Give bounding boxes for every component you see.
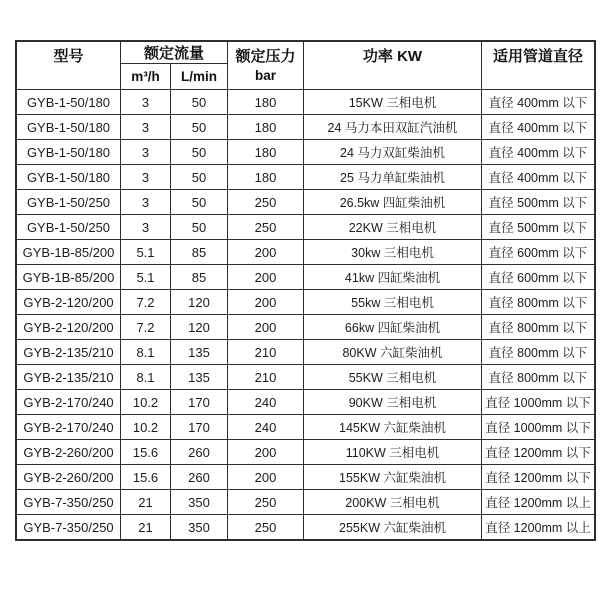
pressure-label: 额定压力 xyxy=(235,48,296,65)
cell-diameter: 直径 500mm 以下 xyxy=(482,215,596,240)
cell-model: GYB-2-260/200 xyxy=(16,465,121,490)
cell-diameter: 直径 1200mm 以下 xyxy=(482,440,596,465)
cell-model: GYB-2-260/200 xyxy=(16,440,121,465)
cell-power: 30kw 三相电机 xyxy=(304,240,482,265)
cell-power: 110KW 三相电机 xyxy=(304,440,482,465)
cell-bar: 210 xyxy=(228,340,304,365)
table-row xyxy=(16,90,595,115)
cell-m3h: 3 xyxy=(121,215,171,240)
cell-bar: 210 xyxy=(228,365,304,390)
table-row xyxy=(16,340,595,365)
cell-m3h: 15.6 xyxy=(121,440,171,465)
cell-m3h: 8.1 xyxy=(121,365,171,390)
cell-lmin: 50 xyxy=(171,140,228,165)
cell-bar: 250 xyxy=(228,515,304,541)
cell-diameter: 直径 600mm 以下 xyxy=(482,265,596,290)
cell-model: GYB-2-170/240 xyxy=(16,415,121,440)
cell-lmin: 50 xyxy=(171,90,228,115)
cell-m3h: 3 xyxy=(121,165,171,190)
cell-lmin: 50 xyxy=(171,165,228,190)
cell-model: GYB-2-120/200 xyxy=(16,290,121,315)
table-row xyxy=(16,140,595,165)
cell-lmin: 50 xyxy=(171,190,228,215)
cell-model: GYB-1-50/250 xyxy=(16,215,121,240)
cell-power: 66kw 四缸柴油机 xyxy=(304,315,482,340)
cell-diameter: 直径 800mm 以下 xyxy=(482,340,596,365)
cell-power: 255KW 六缸柴油机 xyxy=(304,515,482,541)
cell-diameter: 直径 1200mm 以下 xyxy=(482,465,596,490)
cell-diameter: 直径 400mm 以下 xyxy=(482,115,596,140)
cell-power: 200KW 三相电机 xyxy=(304,490,482,515)
cell-m3h: 10.2 xyxy=(121,415,171,440)
cell-bar: 200 xyxy=(228,315,304,340)
cell-power: 155KW 六缸柴油机 xyxy=(304,465,482,490)
cell-bar: 200 xyxy=(228,465,304,490)
cell-model: GYB-2-170/240 xyxy=(16,390,121,415)
cell-diameter: 直径 400mm 以下 xyxy=(482,140,596,165)
spec-table-header xyxy=(16,41,595,90)
cell-bar: 250 xyxy=(228,190,304,215)
table-row xyxy=(16,390,595,415)
cell-m3h: 21 xyxy=(121,515,171,541)
table-row xyxy=(16,365,595,390)
cell-m3h: 3 xyxy=(121,190,171,215)
table-row xyxy=(16,115,595,140)
cell-m3h: 7.2 xyxy=(121,290,171,315)
cell-m3h: 21 xyxy=(121,490,171,515)
cell-bar: 250 xyxy=(228,490,304,515)
pump-spec-table xyxy=(15,40,596,541)
table-row xyxy=(16,165,595,190)
cell-model: GYB-1-50/180 xyxy=(16,165,121,190)
table-row xyxy=(16,515,595,541)
cell-power: 41kw 四缸柴油机 xyxy=(304,265,482,290)
col-header-m3h: m³/h xyxy=(121,64,171,90)
cell-power: 25 马力单缸柴油机 xyxy=(304,165,482,190)
cell-bar: 180 xyxy=(228,115,304,140)
cell-model: GYB-1-50/180 xyxy=(16,90,121,115)
cell-model: GYB-1-50/180 xyxy=(16,140,121,165)
cell-m3h: 3 xyxy=(121,140,171,165)
cell-lmin: 135 xyxy=(171,365,228,390)
cell-power: 80KW 六缸柴油机 xyxy=(304,340,482,365)
cell-lmin: 260 xyxy=(171,440,228,465)
cell-diameter: 直径 600mm 以下 xyxy=(482,240,596,265)
cell-bar: 180 xyxy=(228,165,304,190)
table-row xyxy=(16,240,595,265)
table-row xyxy=(16,440,595,465)
cell-power: 90KW 三相电机 xyxy=(304,390,482,415)
cell-model: GYB-2-135/210 xyxy=(16,340,121,365)
cell-m3h: 5.1 xyxy=(121,265,171,290)
spec-table-body xyxy=(16,90,595,541)
cell-lmin: 85 xyxy=(171,265,228,290)
table-row xyxy=(16,215,595,240)
table-row xyxy=(16,415,595,440)
cell-lmin: 120 xyxy=(171,290,228,315)
cell-lmin: 85 xyxy=(171,240,228,265)
col-header-lmin: L/min xyxy=(171,64,228,90)
cell-model: GYB-1B-85/200 xyxy=(16,240,121,265)
cell-m3h: 3 xyxy=(121,90,171,115)
cell-diameter: 直径 400mm 以下 xyxy=(482,165,596,190)
cell-m3h: 10.2 xyxy=(121,390,171,415)
cell-bar: 240 xyxy=(228,390,304,415)
cell-diameter: 直径 1200mm 以上 xyxy=(482,490,596,515)
cell-diameter: 直径 800mm 以下 xyxy=(482,290,596,315)
cell-power: 24 马力双缸柴油机 xyxy=(304,140,482,165)
table-row xyxy=(16,465,595,490)
cell-power: 55kw 三相电机 xyxy=(304,290,482,315)
cell-bar: 180 xyxy=(228,90,304,115)
table-row xyxy=(16,290,595,315)
cell-lmin: 50 xyxy=(171,115,228,140)
cell-model: GYB-2-120/200 xyxy=(16,315,121,340)
cell-model: GYB-1-50/250 xyxy=(16,190,121,215)
cell-power: 55KW 三相电机 xyxy=(304,365,482,390)
col-header-diameter: 适用管道直径 xyxy=(482,41,596,90)
cell-diameter: 直径 500mm 以下 xyxy=(482,190,596,215)
cell-m3h: 7.2 xyxy=(121,315,171,340)
cell-power: 22KW 三相电机 xyxy=(304,215,482,240)
table-row xyxy=(16,490,595,515)
cell-power: 145KW 六缸柴油机 xyxy=(304,415,482,440)
cell-lmin: 120 xyxy=(171,315,228,340)
cell-m3h: 8.1 xyxy=(121,340,171,365)
cell-bar: 250 xyxy=(228,215,304,240)
cell-m3h: 3 xyxy=(121,115,171,140)
table-row xyxy=(16,315,595,340)
table-row xyxy=(16,265,595,290)
cell-diameter: 直径 1200mm 以上 xyxy=(482,515,596,541)
cell-bar: 200 xyxy=(228,265,304,290)
col-header-pressure xyxy=(228,41,304,90)
cell-model: GYB-1-50/180 xyxy=(16,115,121,140)
cell-model: GYB-2-135/210 xyxy=(16,365,121,390)
cell-power: 24 马力本田双缸汽油机 xyxy=(304,115,482,140)
cell-lmin: 170 xyxy=(171,390,228,415)
cell-diameter: 直径 800mm 以下 xyxy=(482,315,596,340)
cell-bar: 240 xyxy=(228,415,304,440)
cell-bar: 200 xyxy=(228,440,304,465)
cell-model: GYB-1B-85/200 xyxy=(16,265,121,290)
cell-diameter: 直径 1000mm 以下 xyxy=(482,390,596,415)
cell-m3h: 5.1 xyxy=(121,240,171,265)
cell-diameter: 直径 800mm 以下 xyxy=(482,365,596,390)
cell-bar: 200 xyxy=(228,290,304,315)
cell-lmin: 135 xyxy=(171,340,228,365)
col-header-power: 功率 KW xyxy=(304,41,482,90)
cell-bar: 200 xyxy=(228,240,304,265)
cell-diameter: 直径 1000mm 以下 xyxy=(482,415,596,440)
cell-lmin: 350 xyxy=(171,490,228,515)
cell-lmin: 260 xyxy=(171,465,228,490)
cell-diameter: 直径 400mm 以下 xyxy=(482,90,596,115)
cell-power: 26.5kw 四缸柴油机 xyxy=(304,190,482,215)
cell-lmin: 50 xyxy=(171,215,228,240)
cell-model: GYB-7-350/250 xyxy=(16,515,121,541)
col-header-model: 型号 xyxy=(16,41,121,90)
cell-m3h: 15.6 xyxy=(121,465,171,490)
cell-lmin: 350 xyxy=(171,515,228,541)
cell-model: GYB-7-350/250 xyxy=(16,490,121,515)
cell-bar: 180 xyxy=(228,140,304,165)
table-row xyxy=(16,190,595,215)
pressure-unit-label: bar xyxy=(254,68,276,83)
cell-power: 15KW 三相电机 xyxy=(304,90,482,115)
col-header-flow: 额定流量 xyxy=(121,41,228,64)
cell-lmin: 170 xyxy=(171,415,228,440)
